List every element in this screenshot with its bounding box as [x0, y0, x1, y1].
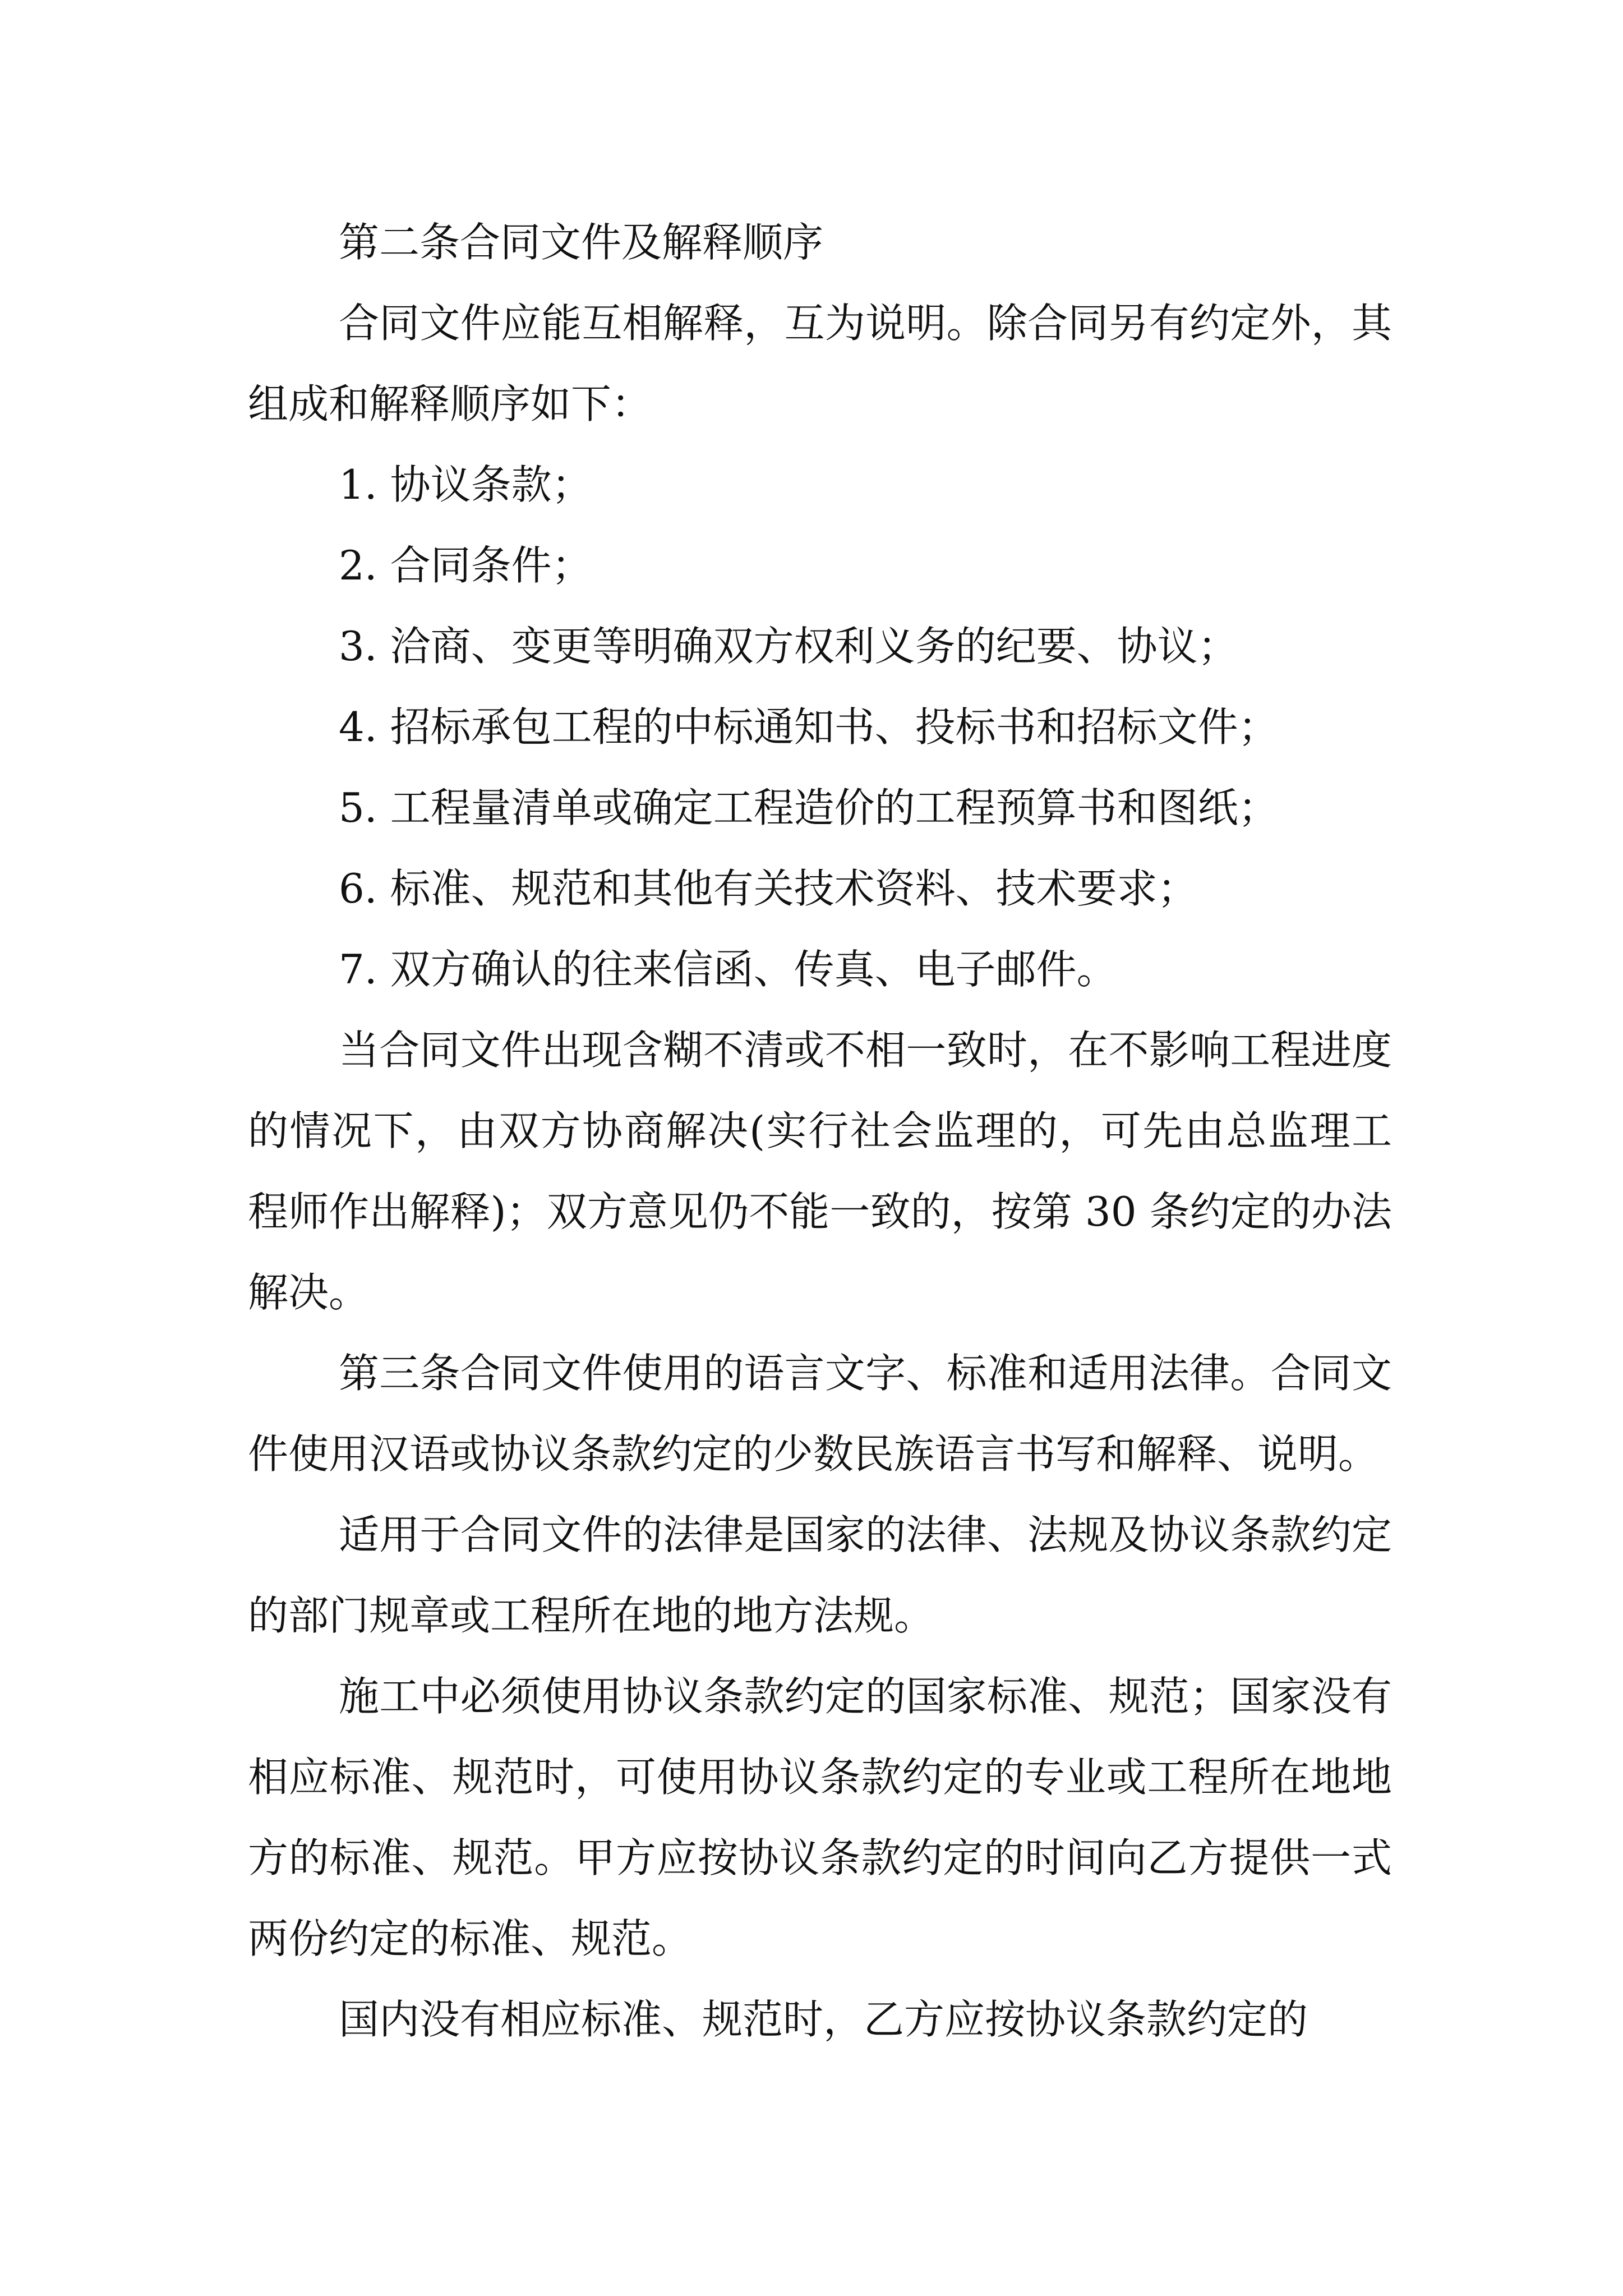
list-item: 6. 标准、规范和其他有关技术资料、技术要求； [339, 865, 1198, 912]
list-item: 2. 合同条件； [339, 542, 592, 589]
section-heading-article-2: 第二条合同文件及解释顺序 [339, 219, 824, 266]
paragraph: 国内没有相应标准、规范时，乙方应按协议条款约定的 [339, 1996, 1308, 2043]
document-body [248, 202, 1392, 2060]
list-item: 3. 洽商、变更等明确双方权利义务的纪要、协议； [339, 623, 1238, 670]
list-item: 4. 招标承包工程的中标通知书、投标书和招标文件； [339, 703, 1279, 751]
list-item: 7. 双方确认的往来信函、传真、电子邮件。 [339, 946, 1117, 993]
list-item: 1. 协议条款； [339, 461, 592, 508]
paragraph: 当合同文件出现含糊不清或不相一致时，在不影响工程进度的情况下，由双方协商解决(实行社会监理的，可先由总监理工程师作出解释)；双方意见仍不能一致的，按第 30 条约定的办法解决。 [248, 1027, 1392, 1316]
list-item: 5. 工程量清单或确定工程造价的工程预算书和图纸； [339, 784, 1279, 831]
section-heading-article-3: 第三条合同文件使用的语言文字、标准和适用法律。合同文件使用汉语或协议条款约定的少数民族语言书写和解释、说明。 [248, 1350, 1392, 1478]
paragraph: 合同文件应能互相解释，互为说明。除合同另有约定外，其组成和解释顺序如下： [248, 300, 1392, 427]
paragraph: 适用于合同文件的法律是国家的法律、法规及协议条款约定的部门规章或工程所在地的地方法规。 [248, 1511, 1392, 1639]
paragraph: 施工中必须使用协议条款约定的国家标准、规范；国家没有相应标准、规范时，可使用协议条款约定的专业或工程所在地地方的标准、规范。甲方应按协议条款约定的时间向乙方提供一式两份约定的标准、规范。 [248, 1673, 1392, 1962]
